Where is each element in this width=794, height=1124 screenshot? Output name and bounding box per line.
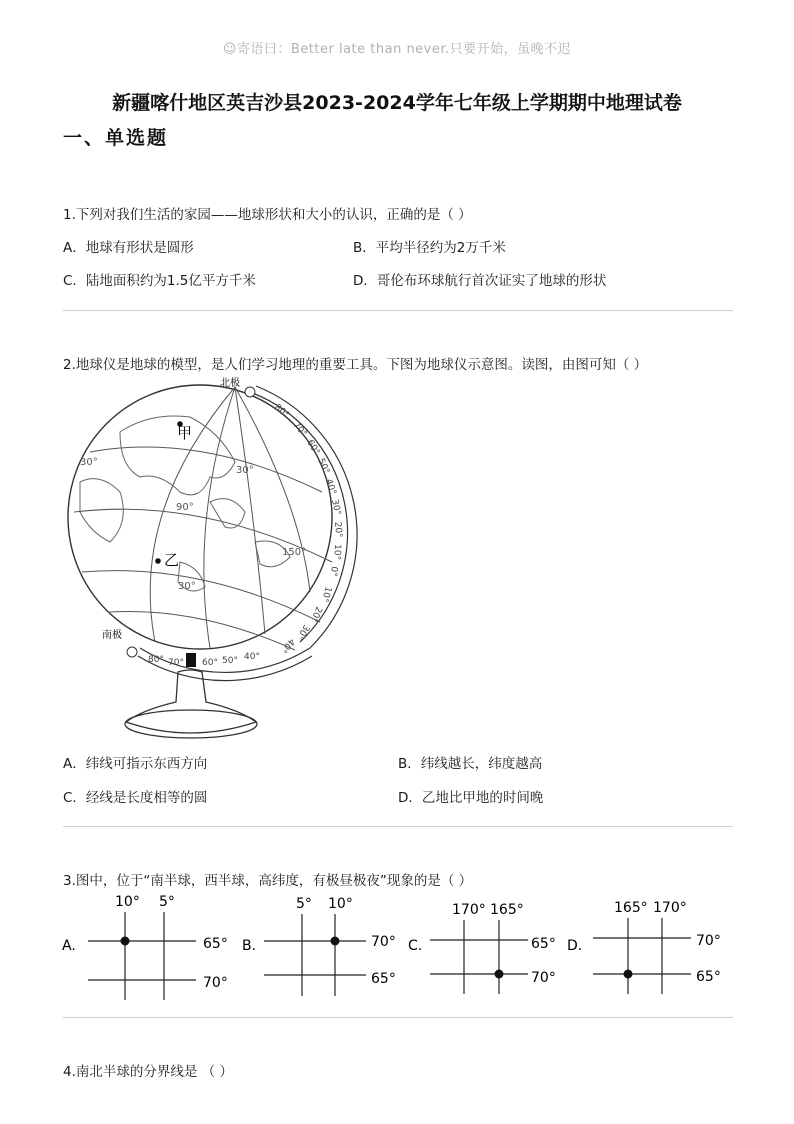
- label-lon-90: 90°: [176, 502, 194, 513]
- point-marker: [495, 970, 504, 979]
- svg-text:10°: 10°: [115, 894, 140, 910]
- diagram-b[interactable]: [240, 888, 410, 1003]
- label-lat-30-top: 30°: [80, 457, 98, 468]
- divider: [63, 310, 733, 311]
- meridian-ring: [138, 386, 357, 681]
- svg-text:70°: 70°: [696, 933, 721, 949]
- svg-text:65°: 65°: [531, 936, 556, 952]
- ring-scale-bottom: [148, 652, 260, 668]
- question-3-stem: 3.图中，位于“南半球，西半球，高纬度，有极昼极夜”现象的是（ ）: [63, 873, 473, 889]
- svg-text:40°: 40°: [323, 477, 338, 497]
- svg-text:50°: 50°: [222, 656, 238, 666]
- point-marker: [624, 970, 633, 979]
- divider: [63, 1017, 733, 1018]
- longitude-lines: [150, 387, 310, 648]
- diagram-d[interactable]: [565, 888, 735, 1003]
- svg-text:40°: 40°: [244, 652, 260, 662]
- svg-text:B.: B.: [242, 938, 257, 954]
- svg-text:70°: 70°: [203, 975, 228, 991]
- svg-text:C.: C.: [408, 938, 423, 954]
- svg-text:0°: 0°: [327, 565, 339, 578]
- question-1-option-a[interactable]: A．地球有形状是圆形: [63, 240, 194, 256]
- svg-text:30°: 30°: [294, 622, 311, 642]
- svg-text:65°: 65°: [371, 971, 396, 987]
- svg-text:20°: 20°: [308, 604, 324, 624]
- svg-text:80°: 80°: [148, 655, 164, 665]
- label-lat-30-bottom: 30°: [178, 581, 196, 592]
- point-marker: [121, 937, 130, 946]
- svg-text:50°: 50°: [315, 457, 332, 476]
- label-south-pole: 南极: [102, 630, 122, 641]
- section-heading: 一、单选题: [63, 127, 169, 149]
- question-1-option-d[interactable]: D．哥伦布环球航行首次证实了地球的形状: [353, 273, 607, 289]
- page-title: 新疆喀什地区英吉沙县2023-2024学年七年级上学期期中地理试卷: [112, 92, 682, 114]
- svg-text:30°: 30°: [329, 498, 343, 517]
- question-1-stem: 1.下列对我们生活的家园——地球形状和大小的认识，正确的是（ ）: [63, 207, 472, 223]
- svg-text:5°: 5°: [159, 894, 175, 910]
- question-2-option-d[interactable]: D．乙地比甲地的时间晚: [398, 790, 544, 806]
- question-2-stem: 2.地球仪是地球的模型，是人们学习地理的重要工具。下图为地球仪示意图。读图，由图可知（ ）: [63, 357, 648, 373]
- question-1-option-c[interactable]: C．陆地面积约为1.5亿平方千米: [63, 273, 256, 289]
- question-2-option-a[interactable]: A．纬线可指示东西方向: [63, 756, 208, 772]
- label-yi: 乙: [164, 551, 180, 569]
- globe-figure: [60, 372, 360, 744]
- svg-text:D.: D.: [567, 938, 583, 954]
- svg-text:70°: 70°: [168, 658, 184, 668]
- svg-text:5°: 5°: [296, 896, 312, 912]
- svg-text:165°: 165°: [490, 902, 524, 918]
- svg-text:170°: 170°: [653, 900, 687, 916]
- svg-text:70°: 70°: [290, 420, 309, 440]
- svg-text:A.: A.: [62, 938, 76, 954]
- label-lon-150: 150°: [282, 547, 307, 558]
- svg-text:20°: 20°: [332, 521, 344, 539]
- diagram-a[interactable]: [60, 888, 240, 1003]
- svg-text:165°: 165°: [614, 900, 648, 916]
- svg-text:10°: 10°: [318, 585, 333, 604]
- svg-text:170°: 170°: [452, 902, 486, 918]
- svg-text:10°: 10°: [328, 896, 353, 912]
- diagram-c[interactable]: [406, 888, 571, 1003]
- motto: ☺寄语曰：Better late than never.只要开始，虽晚不迟: [222, 42, 572, 57]
- svg-text:60°: 60°: [304, 438, 322, 458]
- svg-text:70°: 70°: [371, 934, 396, 950]
- point-marker: [331, 937, 340, 946]
- ring-scale-right: [272, 403, 343, 655]
- svg-text:80°: 80°: [272, 402, 291, 421]
- point-yi: [155, 558, 161, 564]
- svg-text:70°: 70°: [531, 970, 556, 986]
- label-north-pole: 北极: [220, 378, 240, 389]
- label-lat-30-mid: 30°: [236, 465, 254, 476]
- question-2-option-b[interactable]: B．纬线越长，纬度越高: [398, 756, 543, 772]
- divider: [63, 826, 733, 827]
- svg-text:10°: 10°: [331, 543, 342, 561]
- question-4-stem: 4.南北半球的分界线是 （ ）: [63, 1064, 233, 1080]
- label-jia: 甲: [177, 424, 193, 442]
- svg-text:40°: 40°: [278, 635, 297, 655]
- question-1-option-b[interactable]: B．平均半径约为2万千米: [353, 240, 506, 256]
- svg-text:60°: 60°: [202, 658, 218, 668]
- question-2-option-c[interactable]: C．经线是长度相等的圆: [63, 790, 208, 806]
- svg-text:65°: 65°: [696, 969, 721, 985]
- svg-text:65°: 65°: [203, 936, 228, 952]
